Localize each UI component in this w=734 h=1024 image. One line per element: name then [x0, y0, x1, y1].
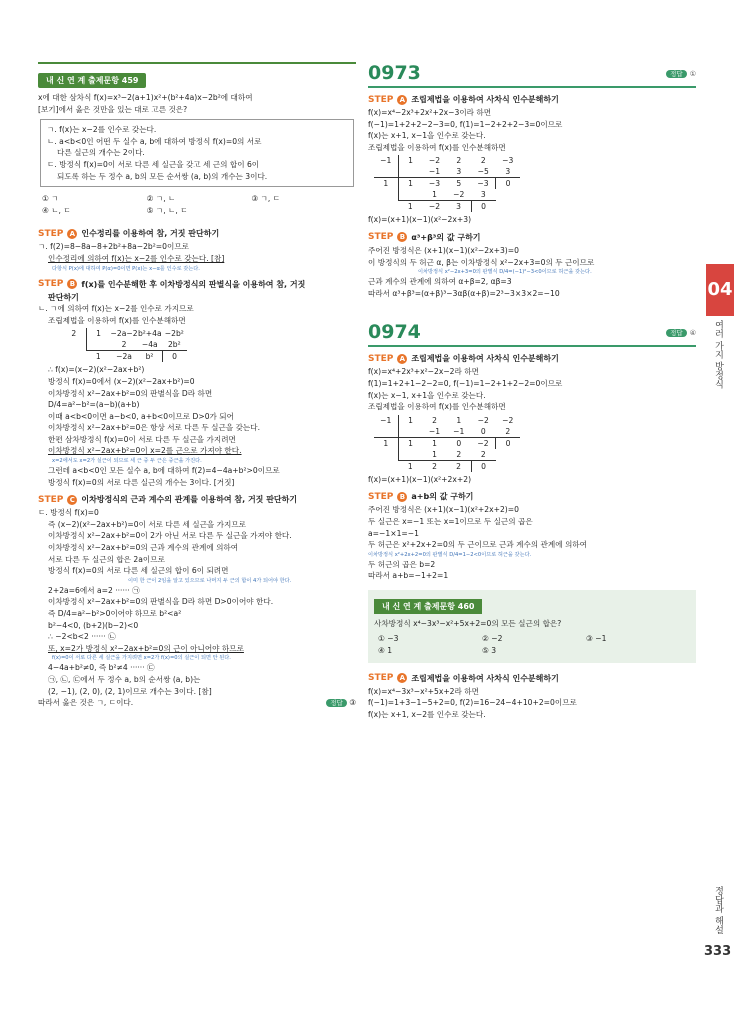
solution-line: 조립제법을 이용하여 f(x)를 인수분해하면 [368, 402, 506, 412]
solution-line: 따라서 α³+β³=(α+β)³−3αβ(α+β)=2³−3×3×2=−10 [368, 288, 560, 298]
solution-line: 두 허근은 x²+2x+2=0의 두 근이므로 근과 계수의 관계에 의하여 [368, 540, 587, 550]
problem-header-0974 [368, 321, 696, 347]
solution-line: ∴ −2<b<2 ······ ㉡ [48, 632, 116, 642]
page-number: 333 [704, 944, 732, 959]
choice: ⑤ 3 [482, 646, 497, 656]
solution-line: 이 방정식의 두 허근 α, β는 이차방정식 x²−2x+3=0의 두 근이므로 [368, 257, 595, 267]
related-problem-460 [368, 590, 696, 663]
problem-number: 0973 [368, 62, 421, 84]
solution-line: 따라서 a+b=−1+2=1 [368, 571, 449, 581]
note: x=2에서도 x=2가 실근이 되므로 세 근 중 두 근은 중근을 가진다. [52, 458, 202, 465]
bogi-item: 다른 실근의 개수는 2이다. [57, 148, 145, 158]
step-title: 조립제법을 이용하여 사차식 인수분해하기 [411, 95, 559, 104]
synthetic-division: −1 1 2 1 −2 −2 −1 −1 0 2 1 1 1 0 −2 0 1 2 2 1 2 2 0 [374, 415, 520, 472]
solution-line: ㄷ. 방정식 f(x)=0 [38, 508, 99, 518]
question-line: [보기]에서 옳은 것만을 있는 대로 고른 것은? [38, 104, 188, 114]
solution-line: ㉠, ㉡, ㉢에서 두 정수 a, b의 순서쌍 (a, b)는 [48, 674, 201, 684]
right-column [368, 62, 696, 720]
final-answer: 정답 ③ [326, 697, 356, 710]
solution-line: f(−1)=1+3−1−5+2=0, f(2)=16−24−4+10+2=0이므로 [368, 698, 577, 708]
solution-line: f(x)=x⁴+2x³+x²−2x−2라 하면 [368, 367, 479, 377]
choices [38, 193, 356, 216]
choice: ③ −1 [586, 634, 607, 644]
solution-line: 조립제법을 이용하여 f(x)를 인수분해하면 [48, 315, 186, 325]
step-a-heading: STEP A 조립제법을 이용하여 사차식 인수분해하기 [368, 94, 559, 105]
solution-line: 2+2a=6에서 a=2 ······ ㉠ [48, 585, 140, 595]
solution-line: 조립제법을 이용하여 f(x)를 인수분해하면 [368, 142, 506, 152]
note: f(x)=0이 서로 다른 세 실근을 가지려면 x=2가 f(x)=0의 실근이 되면 안 된다. [52, 655, 231, 662]
choice: ② −2 [482, 634, 503, 644]
solution-line: 이차방정식 x²−2ax+b²=0의 판별식을 D라 하면 D>0이어야 한다. [48, 597, 274, 607]
solution-line: 주어진 방정식은 (x+1)(x−1)(x²+2x+2)=0 [368, 505, 519, 515]
step-c-heading: STEP C 이차방정식의 근과 계수의 관계를 이용하여 참, 거짓 판단하기 [38, 494, 298, 505]
step-title: a+b의 값 구하기 [411, 492, 474, 502]
solution-line: ㄱ. f(2)=8−8a−8+2b²+8a−2b²=0이므로 [38, 242, 189, 252]
solution-line: 4−4a+b²≠0, 즉 b²≠4 ······ ㉢ [48, 663, 155, 673]
solution-line: D/4=a²−b²=(a−b)(a+b) [48, 400, 140, 410]
problem-tag: 내 신 연 계 출제문항 459 [38, 73, 146, 88]
solution-line: 한편 삼차방정식 f(x)=0이 서로 다른 두 실근을 가지려면 [48, 434, 236, 444]
choice: ① −3 [378, 634, 399, 644]
solution-line: f(x)=x⁴−3x³−x²+5x+2라 하면 [368, 686, 479, 696]
related-problem-459 [38, 62, 356, 216]
solution-line: f(1)=1+2+1−2−2=0, f(−1)=1−2+1+2−2=0이므로 [368, 378, 563, 388]
solution-line: ∴ f(x)=(x−2)(x²−2ax+b²) [48, 365, 145, 375]
step-title: 이차방정식의 근과 계수의 관계를 이용하여 참, 거짓 판단하기 [81, 495, 298, 505]
step-a-heading: STEP A 조립제법을 이용하여 사차식 인수분해하기 [368, 353, 559, 364]
bogi-item: 되도록 하는 두 정수 a, b의 모든 순서쌍 (a, b)의 개수는 3이다. [57, 171, 268, 181]
step-a-heading: STEP A 인수정리를 이용하여 참, 거짓 판단하기 [38, 228, 220, 239]
solution-line: f(x)=(x+1)(x−1)(x²+2x+2) [368, 474, 472, 484]
solution-line: f(x)는 x−1, x+1을 인수로 갖는다. [368, 390, 486, 400]
solution-line: f(x)는 x+1, x−1을 인수로 갖는다. [368, 131, 486, 141]
solution-line: f(x)는 x+1, x−2를 인수로 갖는다. [368, 709, 486, 719]
solution-line: 이때 a<b<0이면 a−b<0, a+b<0이므로 D>0가 되어 [48, 411, 234, 421]
step-title: 인수정리를 이용하여 참, 거짓 판단하기 [81, 229, 220, 239]
solution-line: 방정식 f(x)=0에서 (x−2)(x²−2ax+b²)=0 [48, 376, 195, 386]
step-b-heading: STEP B f(x)를 인수분해한 후 이차방정식의 판별식을 이용하여 참, 거짓 [38, 279, 306, 290]
solution-line: 인수정리에 의하여 f(x)는 x−2를 인수로 갖는다. [참] [48, 253, 225, 263]
solution-line: 서로 다른 두 실근의 합은 2a이므로 [48, 554, 165, 564]
solution-line: 이차방정식 x²−2ax+b²=0은 항상 서로 다른 두 실근을 갖는다. [48, 423, 260, 433]
step-title: 조립제법을 이용하여 사차식 인수분해하기 [411, 673, 559, 683]
note: 이미 한 근이 2임을 알고 있으므로 나머지 두 근의 합이 4가 되어야 한다. [128, 577, 292, 584]
question-line: x에 대한 삼차식 f(x)=x³−2(a+1)x²+(b²+4a)x−2b²에 대하여 [38, 93, 253, 102]
solution-line: 방정식 f(x)=0의 서로 다른 세 실근의 합이 6이 되려면 [48, 566, 229, 576]
step-b-heading: STEP B α³+β³의 값 구하기 [368, 232, 481, 243]
chapter-tab: 04 [706, 264, 734, 316]
note: 다항식 P(x)에 대하여 P(α)=0이면 P(x)는 x−α를 인수로 갖는다. [52, 265, 200, 272]
step-a-heading: STEP A 조립제법을 이용하여 사차식 인수분해하기 [368, 673, 559, 684]
step-b-heading: STEP B a+b의 값 구하기 [368, 491, 474, 502]
step-title: f(x)를 인수분해한 후 이차방정식의 판별식을 이용하여 참, 거짓 [81, 279, 306, 289]
solution-line: 이차방정식 x²−2ax+b²=0의 판별식을 D라 하면 [48, 388, 213, 398]
question-line: 사차방정식 x⁴−3x³−x²+5x+2=0의 모든 실근의 합은? [374, 618, 562, 628]
choice: ④ 1 [378, 646, 393, 656]
choice: ⑤ ㄱ, ㄴ, ㄷ [146, 205, 188, 215]
problem-header-0973 [368, 62, 696, 88]
bogi-item: ㄱ. f(x)는 x−2를 인수로 갖는다. [47, 125, 157, 135]
solution-line: 그런데 a<b<0인 모든 실수 a, b에 대하여 f(2)=4−4a+b²>0이므로 [48, 466, 280, 476]
solution-line: 두 허근의 곱은 b=2 [368, 559, 436, 569]
solution-line: (2, −1), (2, 0), (2, 1)이므로 개수는 3이다. [참] [48, 686, 212, 696]
answer-badge: 정답 ① [666, 69, 696, 78]
solution-line: a=−1×1=−1 [368, 528, 419, 538]
solution-line: 두 실근은 x=−1 또는 x=1이므로 두 실근의 곱은 [368, 516, 533, 526]
bogi-item: ㄷ. 방정식 f(x)=0이 서로 다른 세 실근을 갖고 세 근의 합이 6이 [47, 159, 260, 169]
choice: ② ㄱ, ㄴ [146, 194, 176, 204]
solution-line: 이차방정식 x²−2ax+b²=0이 2가 아닌 서로 다른 두 실근을 가져야 한다. [48, 531, 292, 541]
section-label: 정답과 해설 [713, 886, 723, 934]
bogi-box [40, 119, 354, 187]
synthetic-division: 2 1 −2a−2 b²+4a −2b² 2 −4a 2b² 1 −2a b² 0 [62, 328, 187, 362]
bogi-item: ㄴ. a<b<0인 어떤 두 실수 a, b에 대하여 방정식 f(x)=0의 서로 [47, 136, 262, 146]
left-column [38, 62, 356, 710]
solution-line: 이차방정식 x²−2ax+b²=0의 근과 계수의 관계에 의하여 [48, 543, 239, 553]
choice: ① ㄱ [42, 194, 59, 204]
problem-number: 0974 [368, 321, 421, 344]
choice: ④ ㄴ, ㄷ [42, 205, 71, 215]
solution-line: 방정식 f(x)=0의 서로 다른 실근의 개수는 3이다. [거짓] [48, 477, 235, 487]
step-title: 조립제법을 이용하여 사차식 인수분해하기 [411, 354, 559, 364]
solution-line: f(−1)=1+2+2−2−3=0, f(1)=1−2+2+2−3=0이므로 [368, 119, 563, 129]
solution-line: 주어진 방정식은 (x+1)(x−1)(x²−2x+3)=0 [368, 245, 519, 255]
note: 이차방정식 x²−2x+3=0의 판별식 D/4=(−1)²−3<0이므로 허근을 갖는다. [418, 269, 592, 276]
choice: ③ ㄱ, ㄷ [251, 194, 281, 204]
step-title-cont: 판단하기 [48, 292, 79, 302]
choices [374, 633, 690, 656]
solution-line: 이차방정식 x²−2ax+b²=0이 x=2를 근으로 가져야 한다. [48, 446, 242, 456]
solution-line: 또, x=2가 방정식 x²−2ax+b²=0의 근이 아니어야 하므로 [48, 643, 244, 653]
step-title: α³+β³의 값 구하기 [411, 232, 481, 242]
solution-line: f(x)=x⁴−2x³+2x²+2x−3이라 하면 [368, 108, 492, 117]
synthetic-division: −1 1 −2 2 2 −3 −1 3 −5 3 1 1 −3 5 −3 0 1 −2 3 1 −2 3 0 [374, 155, 520, 212]
solution-line: 즉 D/4=a²−b²>0이어야 하므로 b²<a² [48, 609, 182, 618]
note: 이차방정식 x²+2x+2=0의 판별식 D/4=1−2<0이므로 허근을 갖는다. [368, 551, 532, 558]
solution-line: 근과 계수의 관계에 의하여 α+β=2, αβ=3 [368, 277, 512, 287]
conclusion-line: 따라서 옳은 것은 ㄱ, ㄷ이다. 정답 ③ [38, 697, 356, 710]
chapter-title: 여러 가지 방정식 [713, 320, 723, 389]
solution-line: f(x)=(x+1)(x−1)(x²−2x+3) [368, 215, 472, 225]
solution-line: b²−4<0, (b+2)(b−2)<0 [48, 620, 139, 630]
problem-tag: 내 신 연 계 출제문항 460 [374, 599, 482, 614]
solution-line: ㄴ. ㄱ에 의하여 f(x)는 x−2를 인수로 가지므로 [38, 304, 194, 314]
solution-line: 즉 (x−2)(x²−2ax+b²)=0이 서로 다른 세 실근을 가지므로 [48, 519, 247, 529]
answer-badge: 정답 ④ [666, 328, 696, 337]
